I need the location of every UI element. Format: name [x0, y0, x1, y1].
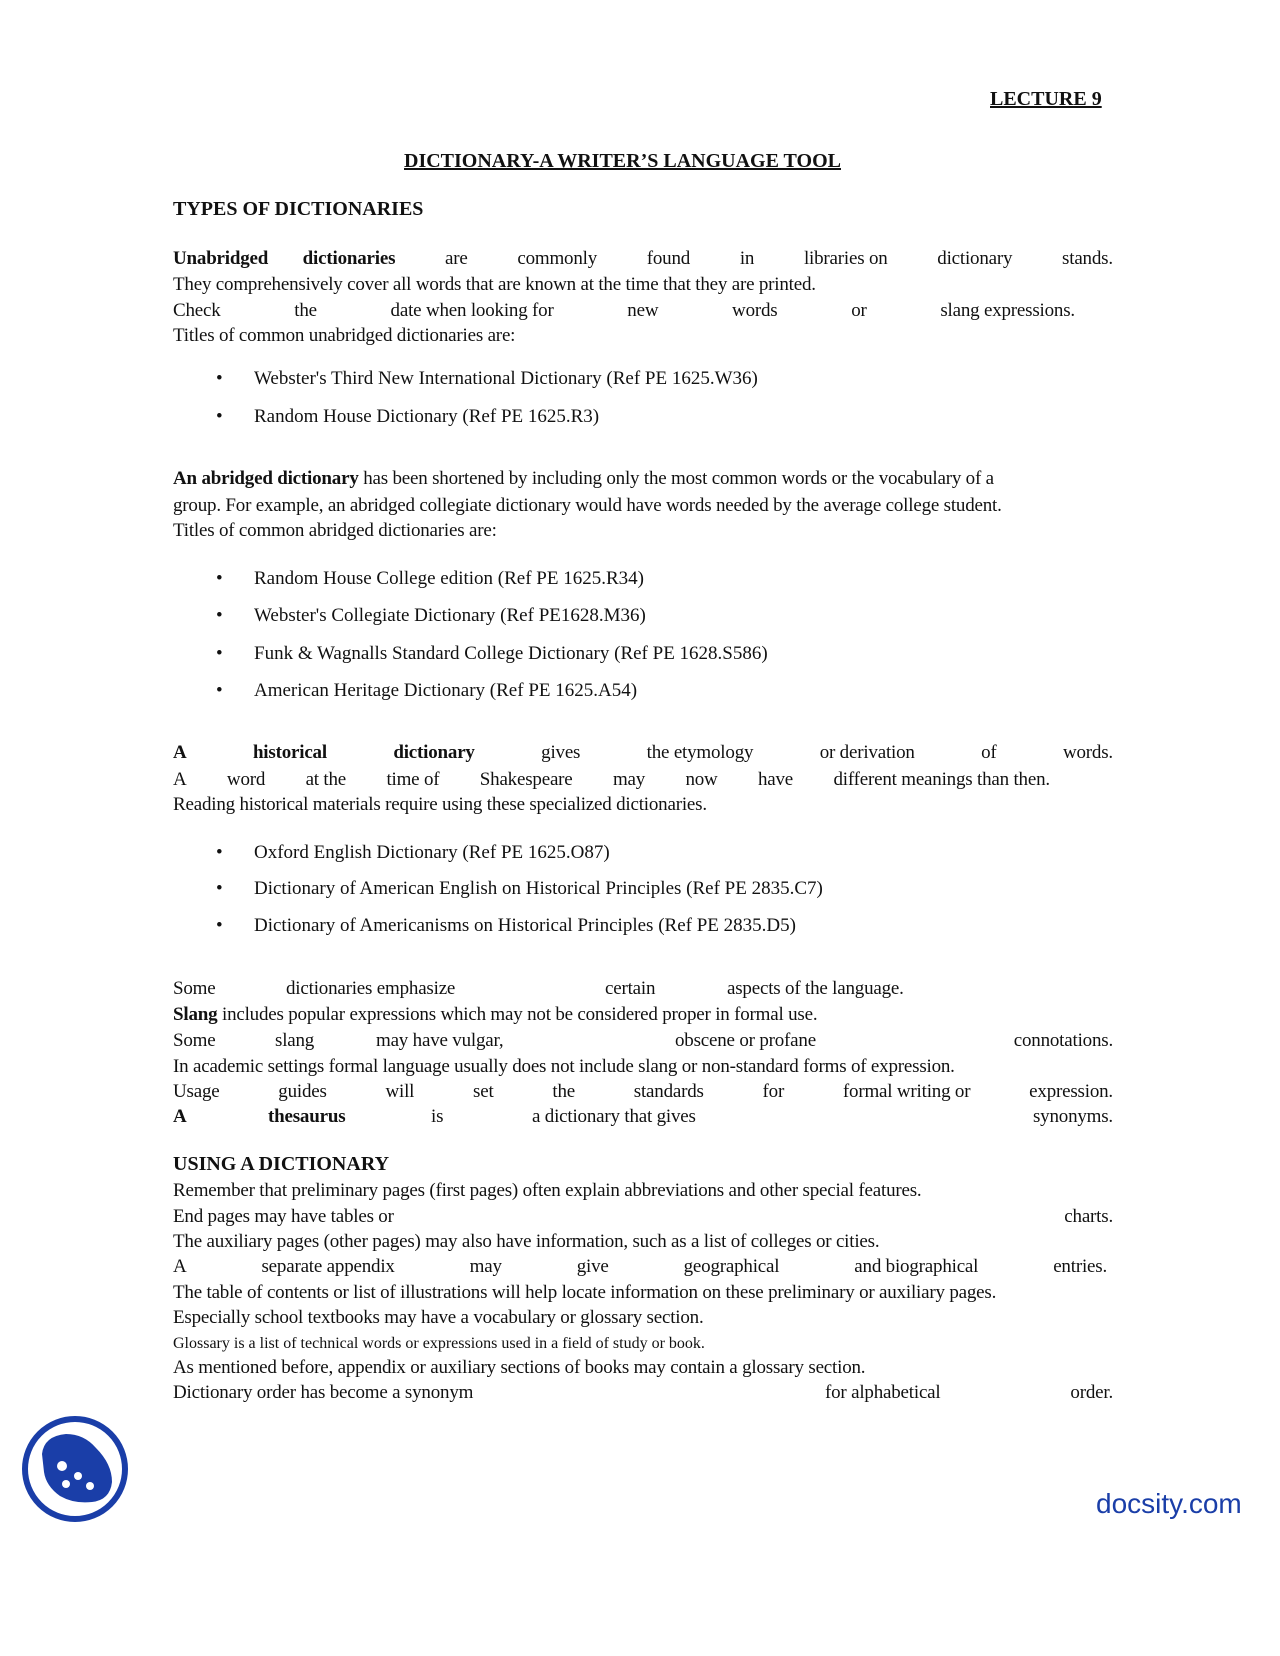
word: give [576, 1256, 609, 1277]
special-line-5 [173, 1081, 1113, 1103]
word: Some [173, 1030, 216, 1051]
word: commonly [517, 248, 598, 269]
unabridged-line-4: Titles of common unabridged dictionaries are: [173, 325, 516, 346]
list-item-text: Dictionary of American English on Historical Principles (Ref PE 2835.C7) [254, 878, 823, 899]
list-item: • Oxford English Dictionary (Ref PE 1625.O87) [216, 842, 610, 863]
word: A [173, 1106, 187, 1127]
word: time of [386, 769, 440, 790]
list-item: • Dictionary of Americanisms on Historical Principles (Ref PE 2835.D5) [216, 915, 796, 936]
word: may [612, 769, 646, 790]
text: Dictionary order has become a synonym [173, 1382, 474, 1403]
using-line-1: Remember that preliminary pages (first pages) often explain abbreviations and other special features. [173, 1180, 922, 1201]
list-item: • Funk & Wagnalls Standard College Dictionary (Ref PE 1628.S586) [216, 643, 768, 664]
word: now [685, 769, 718, 790]
page-title: DICTIONARY-A WRITER’S LANGUAGE TOOL [404, 150, 841, 172]
word: new [627, 300, 659, 321]
word: are [445, 248, 468, 269]
word: separate appendix [261, 1256, 395, 1277]
list-item-text: Random House Dictionary (Ref PE 1625.R3) [254, 406, 600, 427]
list-item: • Dictionary of American English on Historical Principles (Ref PE 2835.C7) [216, 878, 823, 899]
list-item-text: Random House College edition (Ref PE 1625.R34) [254, 568, 644, 589]
docsity-logo-icon[interactable] [20, 1414, 130, 1524]
word: formal writing or [842, 1081, 971, 1102]
using-line-6: Especially school textbooks may have a vocabulary or glossary section. [173, 1307, 704, 1328]
word: different meanings than then. [833, 769, 1050, 790]
word: Some [173, 978, 216, 999]
word: word [226, 769, 266, 790]
word: may have vulgar, [376, 1030, 504, 1051]
word: geographical [683, 1256, 780, 1277]
word: date when looking for [390, 300, 554, 321]
docsity-logo-graphic [20, 1414, 130, 1524]
word: Check [173, 300, 221, 321]
list-item: • Webster's Collegiate Dictionary (Ref PE1628.M36) [216, 605, 646, 626]
list-item-text: Webster's Third New International Dictionary (Ref PE 1625.W36) [254, 368, 758, 389]
word: or derivation [819, 742, 915, 763]
word: gives [541, 742, 581, 763]
word: dictionaries emphasize [286, 978, 456, 999]
list-item-text: Oxford English Dictionary (Ref PE 1625.O87) [254, 842, 610, 863]
word: is [431, 1106, 444, 1127]
word: libraries on [803, 248, 888, 269]
historical-line-1 [173, 742, 1113, 764]
slang-term: Slang [173, 1004, 218, 1025]
word: in [739, 248, 755, 269]
abridged-term: An abridged dictionary [173, 468, 359, 489]
word: slang [275, 1030, 315, 1051]
using-line-7: Glossary is a list of technical words or expressions used in a field of study or book. [173, 1335, 705, 1352]
word: may [469, 1256, 502, 1277]
word: standards [633, 1081, 704, 1102]
abridged-line-3: Titles of common abridged dictionaries are: [173, 520, 497, 541]
word: found [646, 248, 691, 269]
word: aspects of the language. [727, 978, 904, 999]
word: for [762, 1081, 785, 1102]
word: order. [1070, 1382, 1113, 1403]
list-item-text: Webster's Collegiate Dictionary (Ref PE1628.M36) [254, 605, 646, 626]
word: A [173, 1256, 187, 1277]
list-item-text: Funk & Wagnalls Standard College Dictionary (Ref PE 1628.S586) [254, 643, 768, 664]
word: words. [1062, 742, 1113, 763]
special-line-4: In academic settings formal language usually does not include slang or non-standard forms of expression. [173, 1056, 955, 1077]
lecture-label: LECTURE 9 [990, 88, 1102, 110]
list-item: • Random House College edition (Ref PE 1625.R34) [216, 568, 644, 589]
abridged-line-2: group. For example, an abridged collegiate dictionary would have words needed by the average college student. [173, 495, 1002, 516]
word: set [473, 1081, 494, 1102]
thesaurus-term: thesaurus [268, 1106, 346, 1127]
word: or [851, 300, 867, 321]
word: stands. [1062, 248, 1113, 269]
unabridged-line-1 [173, 248, 1113, 270]
word: connotations. [1013, 1030, 1113, 1051]
word: obscene or profane [675, 1030, 816, 1051]
abridged-line-1 [173, 468, 994, 490]
word: of [981, 742, 997, 763]
unabridged-term: Unabridged dictionaries [173, 248, 396, 269]
text: for alphabetical [825, 1382, 941, 1403]
list-item: • Random House Dictionary (Ref PE 1625.R3) [216, 406, 600, 427]
word: expression. [1029, 1081, 1113, 1102]
list-item: • Webster's Third New International Dictionary (Ref PE 1625.W36) [216, 368, 758, 389]
text: End pages may have tables or [173, 1206, 394, 1227]
using-line-3: The auxiliary pages (other pages) may also have information, such as a list of colleges or cities. [173, 1231, 880, 1252]
word: the [294, 300, 317, 321]
word: dictionary [937, 248, 1013, 269]
word: the etymology [646, 742, 754, 763]
list-item-text: Dictionary of Americanisms on Historical Principles (Ref PE 2835.D5) [254, 915, 796, 936]
using-line-5: The table of contents or list of illustrations will help locate information on these preliminary or auxiliary pages. [173, 1282, 997, 1303]
word: words [732, 300, 778, 321]
using-line-4 [173, 1256, 1107, 1278]
list-item: • American Heritage Dictionary (Ref PE 1625.A54) [216, 680, 638, 701]
word: at the [305, 769, 347, 790]
word: slang expressions. [940, 300, 1075, 321]
historical-line-3: Reading historical materials require using these specialized dictionaries. [173, 794, 707, 815]
using-line-8: As mentioned before, appendix or auxiliary sections of books may contain a glossary section. [173, 1357, 866, 1378]
word: certain [605, 978, 656, 999]
unabridged-line-2: They comprehensively cover all words that are known at the time that they are printed. [173, 274, 816, 295]
word: and biographical [854, 1256, 979, 1277]
text: includes popular expressions which may not be considered proper in formal use. [221, 1004, 818, 1025]
section-using-heading: USING A DICTIONARY [173, 1153, 390, 1175]
docsity-brand-link[interactable]: docsity.com [1096, 1488, 1242, 1519]
word: guides [278, 1081, 327, 1102]
word: A [173, 769, 187, 790]
word: will [385, 1081, 415, 1102]
text: has been shortened by including only the most common words or the vocabulary of a [363, 468, 994, 489]
section-types-heading: TYPES OF DICTIONARIES [173, 198, 424, 220]
word: A [173, 742, 187, 763]
list-item-text: American Heritage Dictionary (Ref PE 1625.A54) [254, 680, 638, 701]
word: entries. [1053, 1256, 1107, 1277]
word: have [757, 769, 794, 790]
historical-line-2 [173, 769, 1050, 791]
word: synonyms. [1032, 1106, 1113, 1127]
word: a dictionary that gives [532, 1106, 696, 1127]
word: Shakespeare [479, 769, 573, 790]
unabridged-line-3 [173, 300, 1075, 322]
word: the [552, 1081, 575, 1102]
word: Usage [173, 1081, 220, 1102]
historical-term: dictionary [393, 742, 475, 763]
word: charts. [1064, 1206, 1113, 1227]
word: historical [252, 742, 327, 763]
special-line-2 [173, 1004, 817, 1026]
